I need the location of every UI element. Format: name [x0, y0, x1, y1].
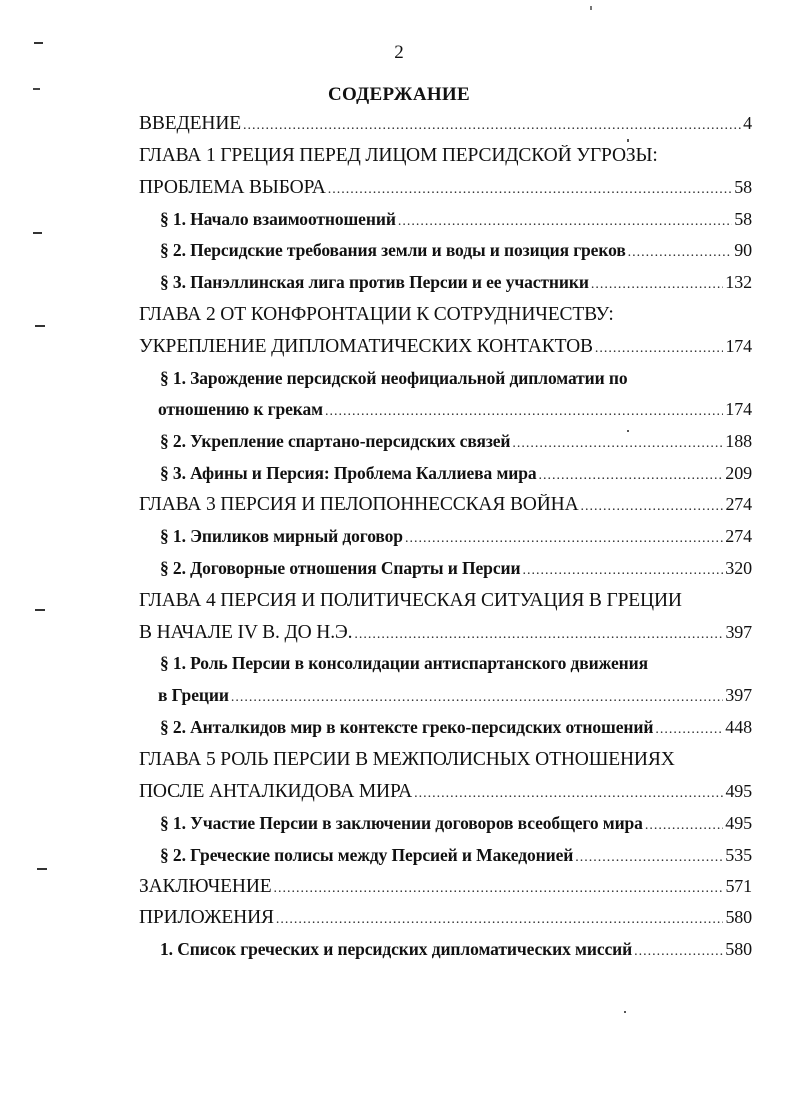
entry-title: ПРИЛОЖЕНИЯ: [139, 907, 274, 928]
entry-title: ГЛАВА 3 ПЕРСИЯ И ПЕЛОПОННЕССКАЯ ВОЙНА: [139, 494, 579, 515]
scan-mark: [33, 88, 40, 90]
entry-page-number: 580: [725, 907, 752, 927]
scan-mark: [34, 42, 43, 44]
entry-title: ЗАКЛЮЧЕНИЕ: [139, 876, 272, 897]
entry-page-number: 274: [725, 494, 752, 514]
scan-mark: [590, 6, 592, 10]
scan-mark: [627, 430, 629, 432]
entry-page-number: 58: [734, 177, 752, 197]
entry-page-number: 495: [725, 781, 752, 801]
entry-page-number: 4: [743, 113, 752, 133]
entry-page-number: 397: [725, 685, 752, 705]
entry-title: § 2. Укрепление спартано-персидских связей: [160, 431, 511, 451]
entry-title: отношению к грекам: [158, 399, 323, 419]
scan-mark: [627, 139, 629, 142]
entry-title: § 3. Панэллинская лига против Персии и ее участники: [160, 272, 589, 292]
entry-title: ПРОБЛЕМА ВЫБОРА: [139, 177, 326, 198]
entry-page-number: 495: [725, 813, 752, 833]
entry-title: УКРЕПЛЕНИЕ ДИПЛОМАТИЧЕСКИХ КОНТАКТОВ: [139, 336, 593, 357]
page-number: 2: [394, 42, 404, 63]
entry-title: 1. Список греческих и персидских дипломатических миссий: [160, 939, 633, 959]
scan-mark: [624, 1011, 626, 1013]
entry-title: § 2. Греческие полисы между Персией и Македонией: [160, 845, 574, 865]
entry-title: § 2. Анталкидов мир в контексте греко-персидских отношений: [160, 717, 654, 737]
entry-title: § 2. Персидские требования земли и воды и позиция греков: [160, 240, 626, 260]
entry-title: ГЛАВА 1 ГРЕЦИЯ ПЕРЕД ЛИЦОМ ПЕРСИДСКОЙ УГРОЗЫ:: [139, 145, 658, 166]
entry-title: § 3. Афины и Персия: Проблема Каллиева мира: [160, 463, 537, 483]
entry-page-number: 90: [734, 240, 752, 260]
entry-page-number: 320: [725, 558, 752, 578]
entry-page-number: 174: [725, 399, 752, 419]
entry-title: В НАЧАЛЕ IV В. ДО Н.Э.: [139, 622, 353, 643]
entry-page-number: 188: [725, 431, 752, 451]
entry-page-number: 209: [725, 463, 752, 483]
entry-page-number: 274: [725, 526, 752, 546]
entry-title: ГЛАВА 2 ОТ КОНФРОНТАЦИИ К СОТРУДНИЧЕСТВУ:: [139, 304, 614, 325]
entry-page-number: 397: [725, 622, 752, 642]
scan-mark: [35, 609, 45, 611]
page-title: СОДЕРЖАНИЕ: [328, 84, 470, 105]
entry-page-number: 580: [725, 939, 752, 959]
entry-page-number: 571: [725, 876, 752, 896]
entry-title: § 1. Зарождение персидской неофициальной дипломатии по: [160, 368, 628, 388]
entry-title: § 1. Участие Персии в заключении договоров всеобщего мира: [160, 813, 643, 833]
entry-title: ГЛАВА 5 РОЛЬ ПЕРСИИ В МЕЖПОЛИСНЫХ ОТНОШЕНИЯХ: [139, 749, 675, 770]
scan-mark: [35, 325, 45, 327]
entry-page-number: 535: [725, 845, 752, 865]
entry-title: § 1. Роль Персии в консолидации антиспартанского движения: [160, 653, 649, 673]
scan-mark: [37, 868, 47, 870]
entry-title: ПОСЛЕ АНТАЛКИДОВА МИРА: [139, 781, 413, 802]
entry-title: в Греции: [158, 685, 229, 705]
entry-page-number: 58: [734, 209, 752, 229]
entry-title: § 2. Договорные отношения Спарты и Персии: [160, 558, 521, 578]
entry-page-number: 132: [725, 272, 752, 292]
entry-page-number: 174: [725, 336, 752, 356]
entry-title: ГЛАВА 4 ПЕРСИЯ И ПОЛИТИЧЕСКАЯ СИТУАЦИЯ В ГРЕЦИИ: [139, 590, 682, 611]
entry-title: § 1. Эпиликов мирный договор: [160, 526, 403, 546]
scan-mark: [33, 232, 42, 234]
entry-title: § 1. Начало взаимоотношений: [160, 209, 396, 229]
entry-page-number: 448: [725, 717, 752, 737]
entry-title: ВВЕДЕНИЕ: [139, 113, 242, 134]
